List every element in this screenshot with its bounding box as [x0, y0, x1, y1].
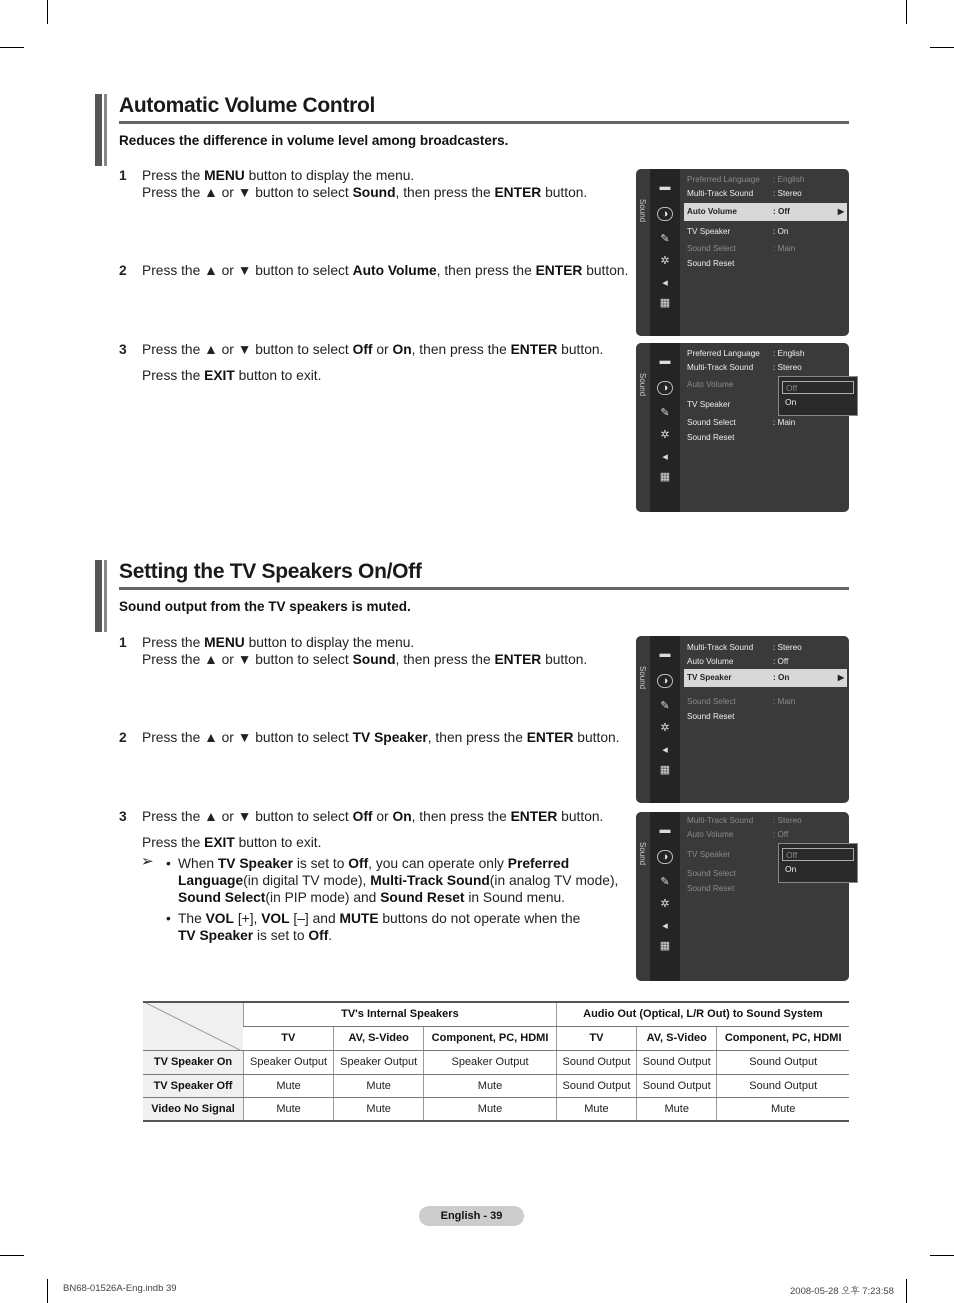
- table-corner-diagonal: [146, 1003, 240, 1050]
- step: [119, 167, 619, 207]
- table-row-header: Video No Signal: [143, 1098, 244, 1122]
- table-row-header: TV Speaker On: [143, 1051, 244, 1075]
- menu-item-value: : Off: [773, 657, 789, 666]
- crop-mark: [0, 1255, 24, 1256]
- step: [119, 729, 619, 749]
- option-on[interactable]: On: [785, 397, 797, 407]
- section-marker: [95, 560, 102, 632]
- table-group-header: Audio Out (Optical, L/R Out) to Sound System: [556, 1002, 849, 1026]
- section-marker: [104, 560, 107, 632]
- footer-file: BN68-01526A-Eng.indb 39: [63, 1283, 177, 1294]
- menu-item-value: : Stereo: [773, 189, 802, 198]
- right-arrow-icon: ▶: [837, 673, 844, 682]
- setup-icon: ✲: [660, 429, 670, 441]
- table-cell: Mute: [424, 1074, 557, 1098]
- table-column-header: Component, PC, HDMI: [717, 1026, 849, 1050]
- menu-item-label: TV Speaker: [687, 673, 732, 682]
- menu-rail: [636, 343, 650, 512]
- menu-item-label: Sound Reset: [687, 259, 735, 268]
- table-cell: Speaker Output: [334, 1051, 424, 1075]
- option-off[interactable]: Off: [782, 848, 854, 861]
- crop-mark: [930, 47, 954, 48]
- section-marker: [104, 94, 107, 166]
- menu-row[interactable]: [687, 711, 847, 723]
- section-subtitle: Reduces the difference in volume level among broadcasters.: [119, 133, 509, 148]
- menu-category-label: Sound: [638, 199, 647, 223]
- menu-item-label: Multi-Track Sound: [687, 363, 754, 372]
- step-text: Press the MENU button to display the menu. Press the ▲ or ▼ button to select Sound, then press the ENTER button.: [142, 635, 588, 667]
- menu-item-label: Multi-Track Sound: [687, 816, 754, 825]
- menu-item-label: Multi-Track Sound: [687, 189, 754, 198]
- step: [119, 341, 619, 361]
- step-number: 1: [119, 635, 127, 650]
- speaker-output-table: [143, 1001, 849, 1122]
- table-row: [143, 1098, 849, 1122]
- menu-row[interactable]: [687, 188, 847, 200]
- sound-icon: ◑: [657, 207, 673, 221]
- menu-icon-column: [650, 343, 680, 512]
- section-rule: [119, 121, 849, 124]
- sound-icon: ◑: [657, 381, 673, 395]
- step-number: 1: [119, 168, 127, 183]
- menu-item-label: Multi-Track Sound: [687, 643, 754, 652]
- menu-item-label: Preferred Language: [687, 175, 760, 184]
- menu-item-label: Sound Reset: [687, 712, 735, 721]
- table-corner: [143, 1002, 244, 1051]
- input-icon: ◂: [662, 744, 668, 756]
- sound-icon: ◑: [657, 674, 673, 688]
- exit-text: Press the EXIT button to exit.: [142, 368, 322, 383]
- application-icon: ▦: [659, 297, 671, 309]
- picture-icon: ▬: [659, 355, 671, 367]
- menu-item-label: Sound Reset: [687, 433, 735, 442]
- step-number: 2: [119, 730, 127, 745]
- option-on[interactable]: On: [785, 864, 797, 874]
- step: [119, 634, 619, 674]
- channel-icon: ✎: [660, 233, 670, 245]
- setup-icon: ✲: [660, 722, 670, 734]
- setup-icon: ✲: [660, 255, 670, 267]
- channel-icon: ✎: [660, 876, 670, 888]
- table-column-header: TV: [556, 1026, 636, 1050]
- exit-text: Press the EXIT button to exit.: [142, 835, 322, 850]
- section-rule: [119, 587, 849, 590]
- sound-menu-screen: [636, 343, 849, 512]
- crop-mark: [906, 0, 907, 24]
- menu-row[interactable]: [687, 417, 847, 429]
- menu-row[interactable]: [687, 883, 847, 895]
- menu-row[interactable]: [687, 174, 847, 186]
- page-number: English - 39: [419, 1206, 524, 1226]
- menu-row[interactable]: [687, 243, 847, 255]
- option-popup: [778, 843, 858, 883]
- table-cell: Sound Output: [556, 1074, 636, 1098]
- note-arrow-icon: ➢: [141, 853, 154, 870]
- menu-item-value: : Main: [773, 418, 796, 427]
- table-row: [143, 1074, 849, 1098]
- right-arrow-icon: ▶: [837, 207, 844, 216]
- note-item: [166, 855, 626, 906]
- menu-item-label: Preferred Language: [687, 349, 760, 358]
- table-column-header: AV, S-Video: [334, 1026, 424, 1050]
- exit-instruction: [119, 834, 619, 854]
- table-group-header: TV's Internal Speakers: [244, 1002, 557, 1026]
- crop-mark: [47, 1279, 48, 1303]
- menu-row[interactable]: [687, 362, 847, 374]
- menu-row[interactable]: [684, 669, 847, 687]
- menu-row[interactable]: [687, 432, 847, 444]
- menu-category-label: Sound: [638, 666, 647, 690]
- menu-rail: [636, 812, 650, 981]
- step: [119, 808, 619, 828]
- menu-row[interactable]: [687, 815, 847, 827]
- menu-item-value: : English: [773, 175, 805, 184]
- menu-item-label: Sound Select: [687, 869, 736, 878]
- step: [119, 262, 629, 282]
- menu-row[interactable]: [687, 696, 847, 708]
- table-cell: Mute: [244, 1098, 334, 1122]
- option-popup: [778, 376, 858, 416]
- step-text: Press the ▲ or ▼ button to select TV Speaker, then press the ENTER button.: [142, 730, 620, 745]
- menu-item-label: Sound Reset: [687, 884, 735, 893]
- menu-item-label: TV Speaker: [687, 400, 731, 409]
- menu-item-label: Auto Volume: [687, 657, 734, 666]
- application-icon: ▦: [659, 471, 671, 483]
- step-text: Press the ▲ or ▼ button to select Off or On, then press the ENTER button.: [142, 342, 604, 357]
- table-cell: Mute: [637, 1098, 717, 1122]
- menu-icon-column: [650, 636, 680, 803]
- menu-category-label: Sound: [638, 842, 647, 866]
- step-number: 3: [119, 342, 127, 357]
- bullet: •: [166, 856, 171, 871]
- menu-icon-column: [650, 812, 680, 981]
- sound-icon: ◑: [657, 850, 673, 864]
- table-column-header: AV, S-Video: [637, 1026, 717, 1050]
- step-text: Press the MENU button to display the menu. Press the ▲ or ▼ button to select Sound, then press the ENTER button.: [142, 168, 588, 200]
- input-icon: ◂: [662, 277, 668, 289]
- menu-row[interactable]: [687, 226, 847, 238]
- table-cell: Speaker Output: [244, 1051, 334, 1075]
- table-cell: Speaker Output: [424, 1051, 557, 1075]
- application-icon: ▦: [659, 764, 671, 776]
- exit-instruction: [119, 367, 619, 387]
- crop-mark: [906, 1279, 907, 1303]
- sound-menu-screen: [636, 812, 849, 981]
- bullet: •: [166, 911, 171, 926]
- channel-icon: ✎: [660, 407, 670, 419]
- menu-row[interactable]: [687, 656, 847, 668]
- menu-item-label: Sound Select: [687, 418, 736, 427]
- menu-item-value: : Stereo: [773, 363, 802, 372]
- menu-row[interactable]: [687, 642, 847, 654]
- table-cell: Sound Output: [556, 1051, 636, 1075]
- menu-row[interactable]: [684, 203, 847, 221]
- menu-icon-column: [650, 169, 680, 336]
- picture-icon: ▬: [659, 648, 671, 660]
- menu-item-label: TV Speaker: [687, 227, 731, 236]
- menu-row[interactable]: [687, 258, 847, 270]
- menu-item-value: : On: [773, 227, 789, 236]
- picture-icon: ▬: [659, 824, 671, 836]
- sound-menu-screen: [636, 636, 849, 803]
- step-text: Press the ▲ or ▼ button to select Off or On, then press the ENTER button.: [142, 809, 604, 824]
- table-cell: Sound Output: [717, 1074, 849, 1098]
- note-text: When TV Speaker is set to Off, you can operate only Preferred Language(in digital TV mode), Multi-Track Sound(in analog TV mode), Sound Select(in PIP mode) and Sound Reset in Sound menu.: [178, 856, 619, 905]
- table-column-header: TV: [244, 1026, 334, 1050]
- input-icon: ◂: [662, 920, 668, 932]
- crop-mark: [47, 0, 48, 24]
- menu-item-label: Auto Volume: [687, 380, 734, 389]
- table-cell: Mute: [556, 1098, 636, 1122]
- table-row-header: TV Speaker Off: [143, 1074, 244, 1098]
- menu-item-value: : Off: [773, 830, 789, 839]
- step-number: 3: [119, 809, 127, 824]
- section-subtitle: Sound output from the TV speakers is muted.: [119, 599, 411, 614]
- menu-row[interactable]: [687, 348, 847, 360]
- table-column-header: Component, PC, HDMI: [424, 1026, 557, 1050]
- menu-category-label: Sound: [638, 373, 647, 397]
- menu-rail: [636, 636, 650, 803]
- setup-icon: ✲: [660, 898, 670, 910]
- table-cell: Mute: [244, 1074, 334, 1098]
- table-cell: Mute: [424, 1098, 557, 1122]
- section-marker: [95, 94, 102, 166]
- menu-item-label: Auto Volume: [687, 830, 734, 839]
- menu-item-label: Sound Select: [687, 697, 736, 706]
- menu-item-value: : Main: [773, 244, 796, 253]
- channel-icon: ✎: [660, 700, 670, 712]
- table-cell: Sound Output: [637, 1051, 717, 1075]
- section-title: Automatic Volume Control: [119, 94, 376, 117]
- input-icon: ◂: [662, 451, 668, 463]
- section-auto-volume: [95, 94, 849, 166]
- menu-item-value: : Stereo: [773, 816, 802, 825]
- menu-item-value: : Stereo: [773, 643, 802, 652]
- menu-item-value: : Main: [773, 697, 796, 706]
- table-cell: Mute: [717, 1098, 849, 1122]
- table-cell: Sound Output: [717, 1051, 849, 1075]
- section-title: Setting the TV Speakers On/Off: [119, 560, 422, 583]
- menu-item-label: Sound Select: [687, 244, 736, 253]
- menu-item-value: : On: [773, 673, 790, 682]
- note-text: The VOL [+], VOL [–] and MUTE buttons do not operate when the TV Speaker is set to Off.: [178, 911, 581, 943]
- note-item: [166, 910, 626, 944]
- table-cell: Mute: [334, 1074, 424, 1098]
- menu-row[interactable]: [687, 829, 847, 841]
- sound-menu-screen: [636, 169, 849, 336]
- menu-item-value: : Off: [773, 207, 790, 216]
- application-icon: ▦: [659, 940, 671, 952]
- step-text: Press the ▲ or ▼ button to select Auto Volume, then press the ENTER button.: [142, 263, 629, 278]
- section-tv-speaker: [95, 560, 849, 632]
- option-off[interactable]: Off: [782, 381, 854, 394]
- menu-item-label: TV Speaker: [687, 850, 731, 859]
- crop-mark: [930, 1255, 954, 1256]
- table-cell: Mute: [334, 1098, 424, 1122]
- footer-date: 2008-05-28 오후 7:23:58: [790, 1286, 894, 1297]
- table-row: [143, 1051, 849, 1075]
- step-number: 2: [119, 263, 127, 278]
- menu-rail: [636, 169, 650, 336]
- table-cell: Sound Output: [637, 1074, 717, 1098]
- crop-mark: [0, 47, 24, 48]
- menu-item-value: : English: [773, 349, 805, 358]
- picture-icon: ▬: [659, 181, 671, 193]
- menu-item-label: Auto Volume: [687, 207, 737, 216]
